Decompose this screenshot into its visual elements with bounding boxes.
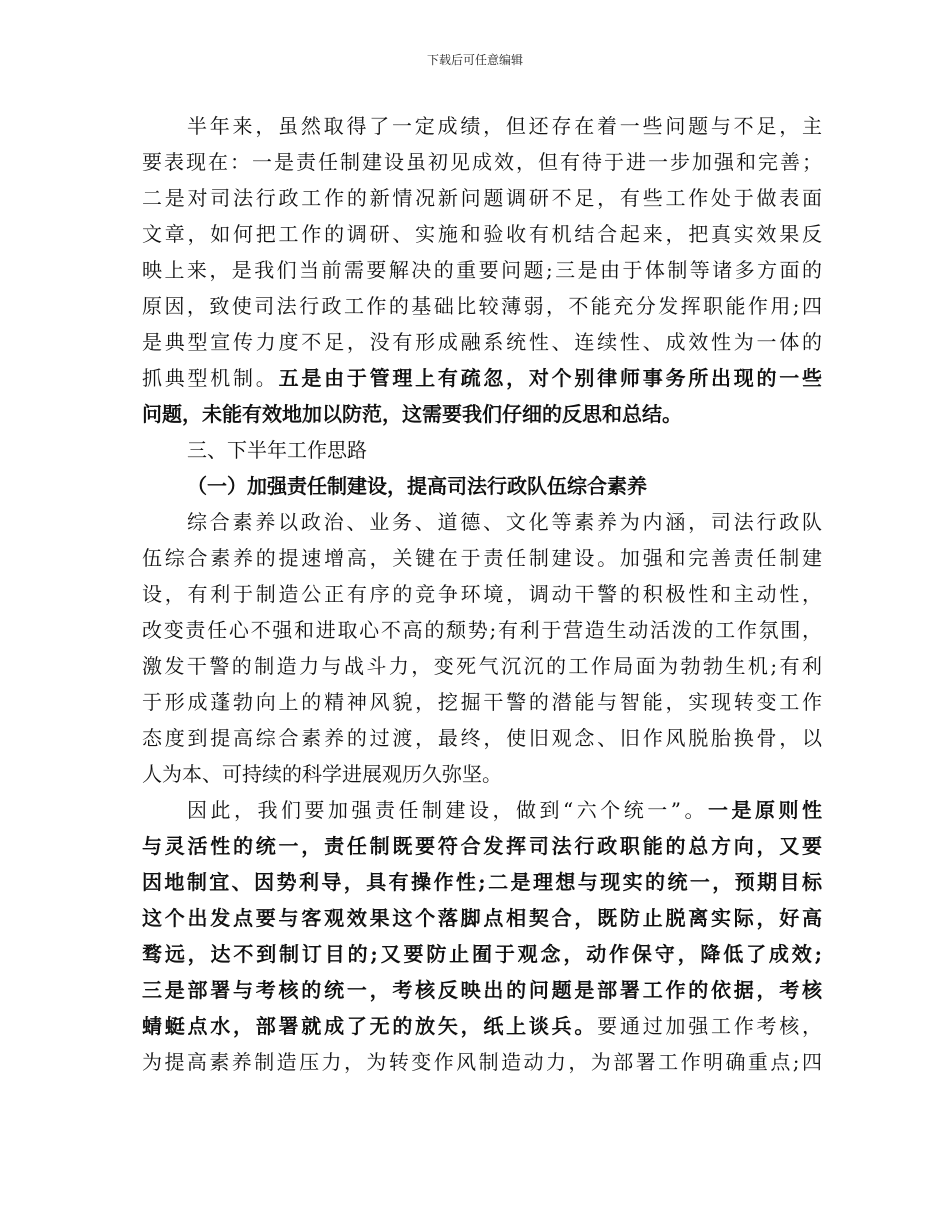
- text-line: [142, 612, 822, 648]
- text-segment: 改变责任心不强和进取心不高的颓势;有利于营造生动活泼的工作氛围，: [142, 618, 822, 642]
- text-line: [142, 648, 822, 684]
- text-segment: 因此，我们要加强责任制建设，做到“六个统一”。: [187, 798, 708, 822]
- text-segment: 要通过加强工作考核，: [597, 1014, 822, 1038]
- text-line: [142, 504, 822, 540]
- text-line: [142, 864, 822, 900]
- bold-text-segment: 骛远，达不到制订目的;又要防止囿于观念，动作保守，降低了成效;: [142, 942, 822, 966]
- text-line: [142, 576, 822, 612]
- text-line: [142, 468, 822, 504]
- text-line: [142, 720, 822, 756]
- text-line: [142, 144, 822, 180]
- paragraph: [142, 792, 822, 1080]
- bold-text-segment: 与灵活性的统一，责任制既要符合发挥司法行政职能的总方向，又要: [142, 834, 822, 858]
- bold-text-segment: 因地制宜、因势利导，具有操作性;二是理想与现实的统一，预期目标: [142, 870, 822, 894]
- text-line: [142, 108, 822, 144]
- text-line: [142, 324, 822, 360]
- text-segment: 原因，致使司法行政工作的基础比较薄弱，不能充分发挥职能作用;四: [142, 294, 822, 318]
- text-line: [142, 828, 822, 864]
- bold-text-segment: 一是原则性: [708, 798, 823, 822]
- text-line: [142, 792, 822, 828]
- text-line: [142, 432, 822, 468]
- text-segment: 人为本、可持续的科学进展观历久弥坚。: [142, 762, 502, 786]
- text-segment: 为提高素养制造压力，为转变作风制造动力，为部署工作明确重点;四: [142, 1050, 822, 1074]
- text-segment: 文章，如何把工作的调研、实施和验收有机结合起来，把真实效果反: [142, 222, 822, 246]
- bold-text-segment: 五是由于管理上有疏忽，对个别律师事务所出现的一些: [278, 366, 823, 390]
- document-body: [142, 108, 822, 1080]
- text-segment: 要表现在：一是责任制建设虽初见成效，但有待于进一步加强和完善；: [142, 150, 822, 174]
- text-line: [142, 180, 822, 216]
- text-segment: 态度到提高综合素养的过渡，最终，使旧观念、旧作风脱胎换骨，以: [142, 726, 822, 750]
- text-line: [142, 756, 822, 792]
- bold-text-segment: 蜻蜓点水，部署就成了无的放矢，纸上谈兵。: [142, 1014, 598, 1038]
- text-segment: 抓典型机制。: [142, 366, 279, 390]
- bold-text-segment: 问题，未能有效地加以防范，这需要我们仔细的反思和总结。: [142, 402, 682, 426]
- text-line: [142, 972, 822, 1008]
- paragraph: [142, 108, 822, 432]
- text-line: [142, 900, 822, 936]
- text-line: [142, 684, 822, 720]
- text-segment: 伍综合素养的提速增高，关键在于责任制建设。加强和完善责任制建: [142, 546, 822, 570]
- section-heading: [142, 432, 822, 468]
- text-segment: 三、下半年工作思路: [187, 438, 367, 462]
- text-line: [142, 216, 822, 252]
- text-segment: 于形成蓬勃向上的精神风貌，挖掘干警的潜能与智能，实现转变工作: [142, 690, 822, 714]
- bold-text-segment: 三是部署与考核的统一，考核反映出的问题是部署工作的依据，考核: [142, 978, 822, 1002]
- text-line: [142, 1044, 822, 1080]
- bold-text-segment: （一）加强责任制建设，提高司法行政队伍综合素养: [187, 474, 647, 498]
- text-line: [142, 540, 822, 576]
- text-line: [142, 396, 822, 432]
- text-segment: 二是对司法行政工作的新情况新问题调研不足，有些工作处于做表面: [142, 186, 822, 210]
- bold-text-segment: 这个出发点要与客观效果这个落脚点相契合，既防止脱离实际，好高: [142, 906, 822, 930]
- text-line: [142, 360, 822, 396]
- text-line: [142, 1008, 822, 1044]
- text-segment: 激发干警的制造力与战斗力，变死气沉沉的工作局面为勃勃生机;有利: [142, 654, 822, 678]
- text-segment: 是典型宣传力度不足，没有形成融系统性、连续性、成效性为一体的: [142, 330, 822, 354]
- text-line: [142, 252, 822, 288]
- text-segment: 综合素养以政治、业务、道德、文化等素养为内涵，司法行政队: [187, 510, 822, 534]
- text-segment: 映上来，是我们当前需要解决的重要问题;三是由于体制等诸多方面的: [142, 258, 822, 282]
- text-line: [142, 936, 822, 972]
- paragraph: [142, 504, 822, 792]
- text-line: [142, 288, 822, 324]
- page-header: 下载后可任意编辑: [426, 53, 523, 67]
- text-segment: 设，有利于制造公正有序的竞争环境，调动干警的积极性和主动性，: [142, 582, 822, 606]
- text-segment: 半年来，虽然取得了一定成绩，但还存在着一些问题与不足，主: [187, 114, 822, 138]
- subsection-heading: [142, 468, 822, 504]
